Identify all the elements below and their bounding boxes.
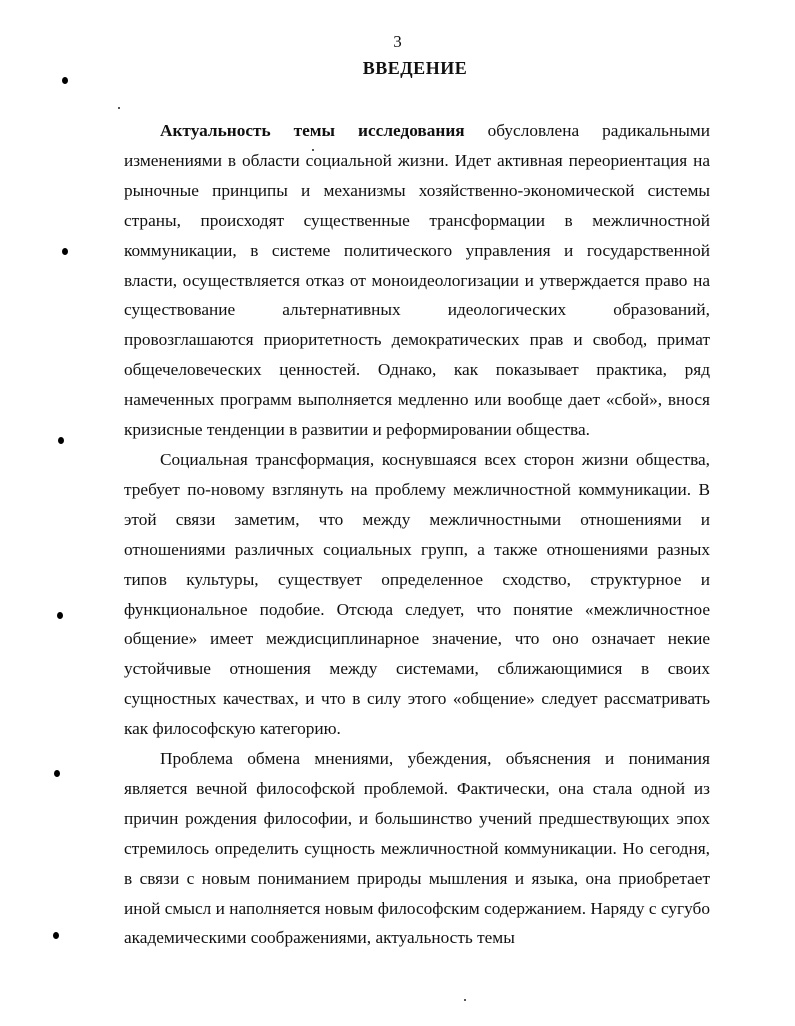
paragraph-1 — [124, 116, 710, 445]
margin-dot — [57, 612, 63, 619]
paragraph-2: Социальная трансформация, коснувшаяся всех сторон жизни общества, требует по-новому взглянуть на проблему межличностной коммуникации. В этой связи заметим, что между межличностными отношениями и отношениями различных социальных групп, а также отношениями разных типов культуры, существует определенное сходство, структурное и функциональное подобие. Отсюда следует, что понятие «межличностное общение» имеет междисциплинарное значение, что оно означает некие устойчивые отношения между системами, сближающимися в своих сущностных качествах, и что в силу этого «общение» следует рассматривать как философскую категорию. — [124, 449, 710, 739]
paragraph-3: Проблема обмена мнениями, убеждения, объяснения и понимания является вечной философской проблемой. Фактически, она стала одной из причин рождения философии, и большинство учений предшествующих эпох стремилось определить сущность межличностной коммуникации. Но сегодня, в связи с новым пониманием природы мышления и языка, она приобретает иной смысл и наполняется новым философским содержанием. Наряду с сугубо академическими соображениями, актуальность темы — [124, 749, 710, 948]
margin-dot — [53, 932, 59, 939]
page-number: 3 — [393, 32, 402, 51]
scan-speck — [312, 149, 314, 151]
margin-dot — [58, 437, 64, 444]
margin-dot — [62, 248, 68, 255]
scan-speck — [118, 107, 120, 109]
margin-dot — [62, 77, 68, 84]
margin-dot — [54, 770, 60, 777]
paragraph-1-text: обусловлена радикальными изменениями в области социальной жизни. Идет активная переориентация на рыночные принципы и механизмы хозяйственно-экономической системы страны, происходят существенные трансформации в межличностной коммуникации, в системе политического управления и государственной власти, осуществляется отказ от моноидеологизации и утверждается право на существование альтернативных идеологических образований, провозглашаются приоритетность демократических прав и свобод, примат общечеловеческих ценностей. Однако, как показывает практика, ряд намеченных программ выполняется медленно или вообще дает «сбой», внося кризисные тенденции в развитии и реформировании общества. — [124, 121, 710, 440]
document-body — [124, 116, 710, 953]
page-title: ВВЕДЕНИЕ — [362, 58, 468, 78]
paragraph-1-lead: Актуальность темы исследования — [160, 121, 465, 140]
scan-speck — [464, 999, 466, 1001]
